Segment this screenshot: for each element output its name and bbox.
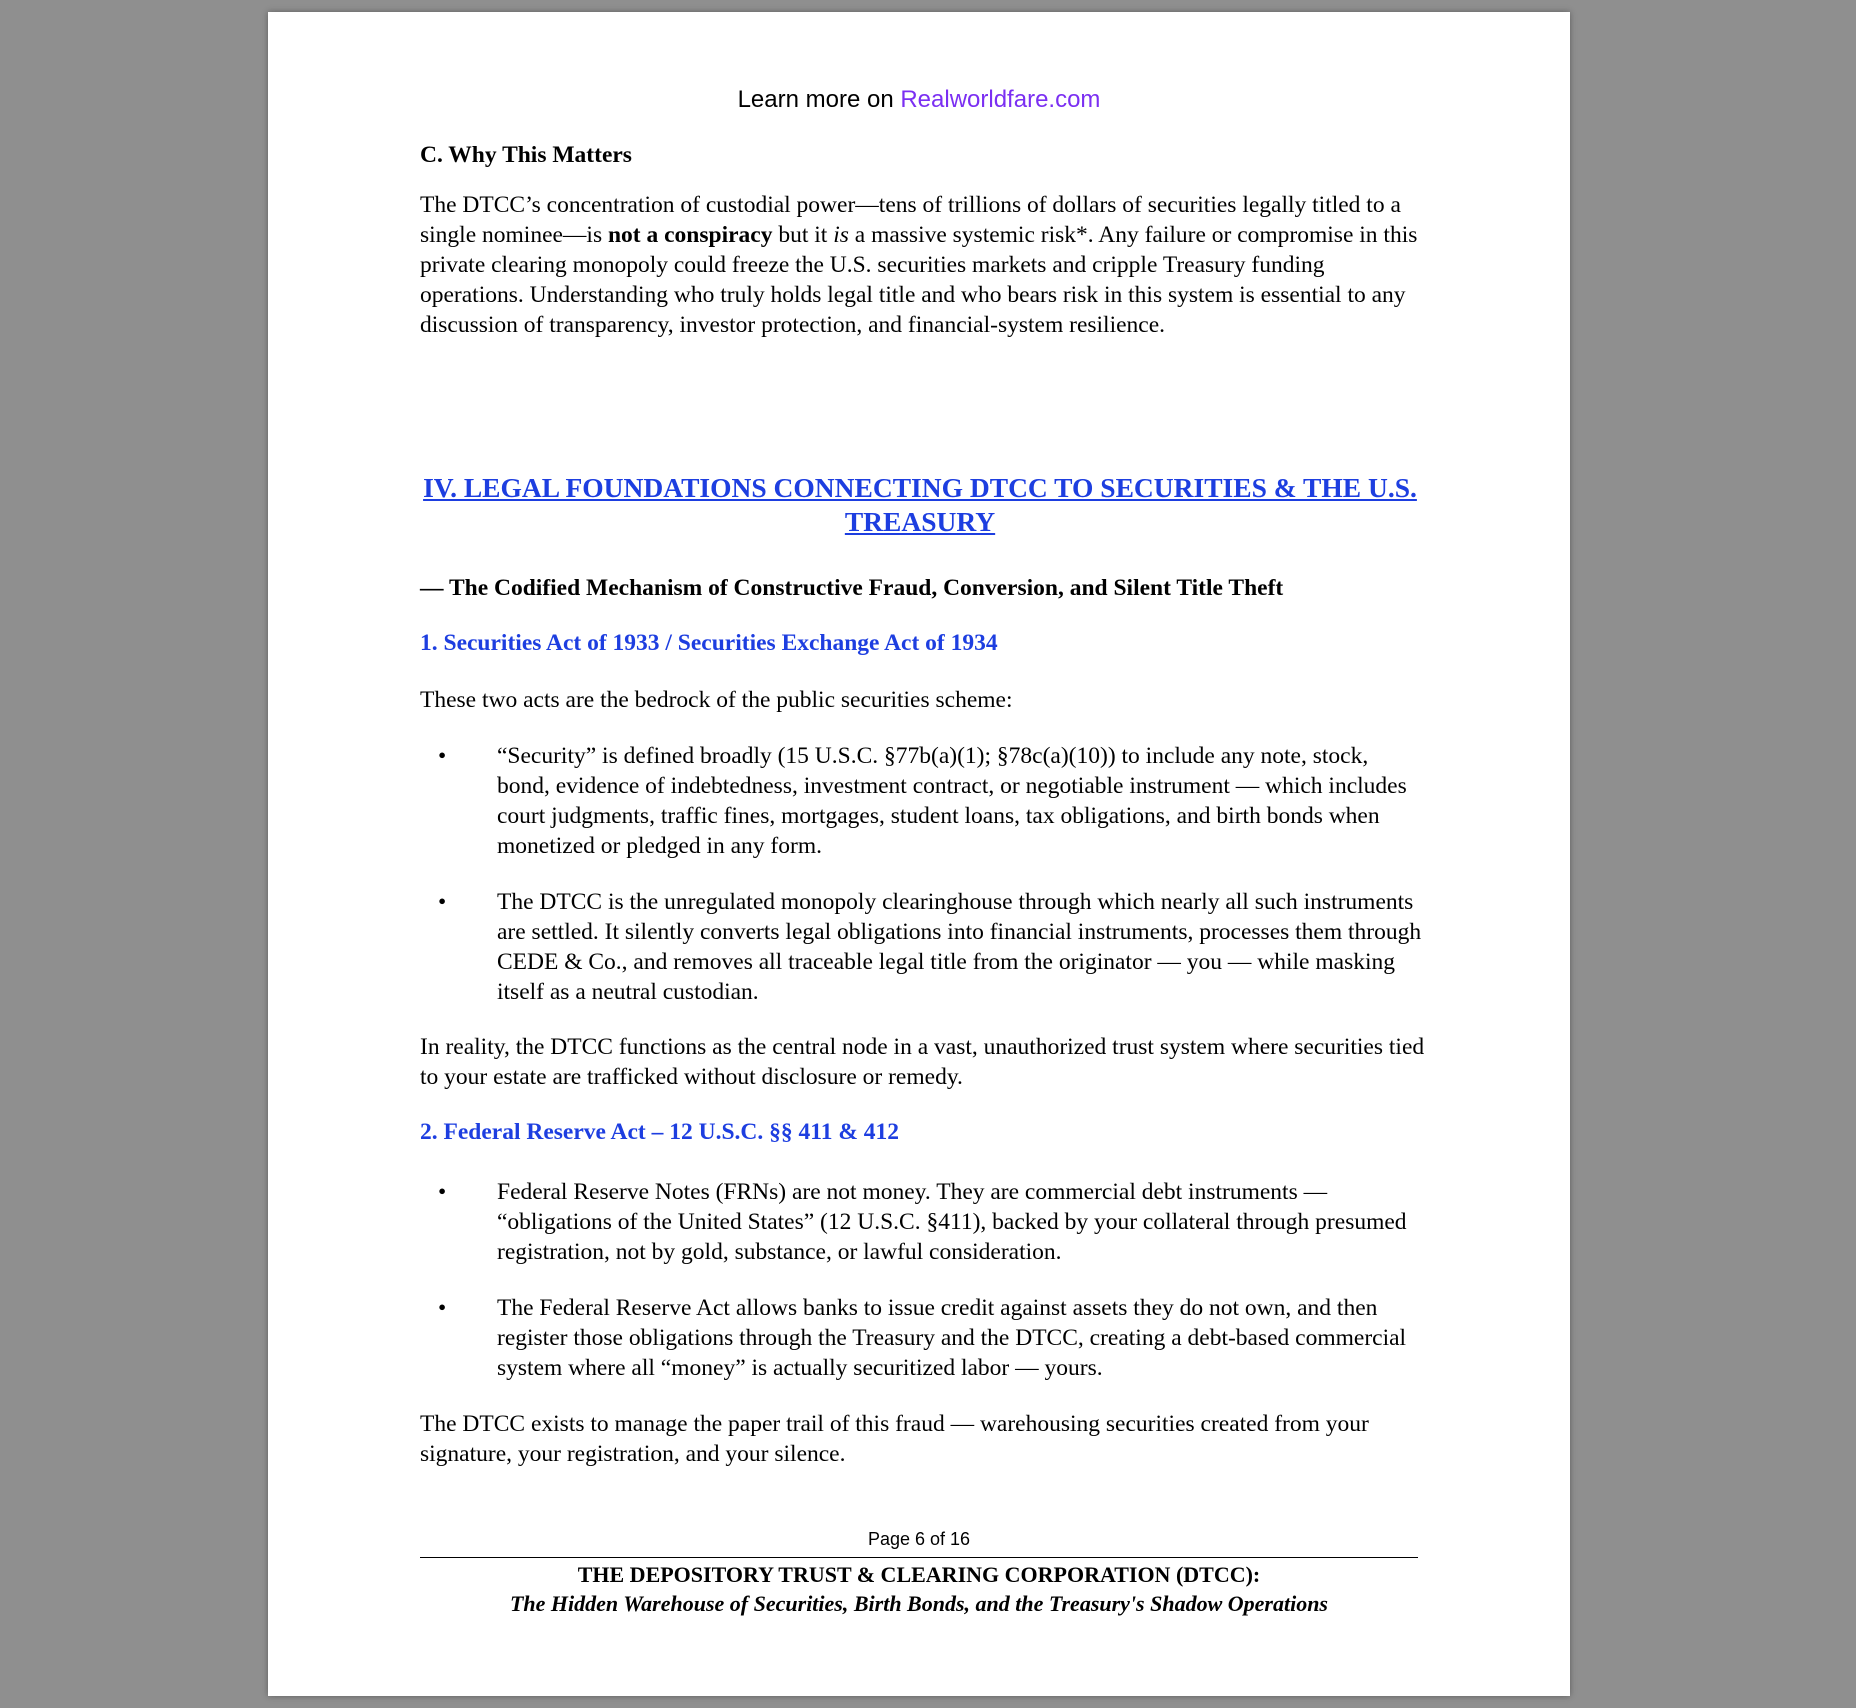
section-c-heading: C. Why This Matters bbox=[420, 142, 632, 168]
item2-closing: The DTCC exists to manage the paper trail of this fraud — warehousing securities created from your signature, your registration, and your silence. bbox=[420, 1411, 1369, 1467]
section-iv-title[interactable]: IV. LEGAL FOUNDATIONS CONNECTING DTCC TO SECURITIES & THE U.S. TREASURY bbox=[423, 472, 1417, 537]
page-number: Page 6 of 16 bbox=[867, 1529, 971, 1549]
footer-doc-title: THE DEPOSITORY TRUST & CLEARING CORPORATION (DTCC): bbox=[577, 1562, 1261, 1587]
section-c-paragraph bbox=[420, 190, 1430, 340]
item1-intro: These two acts are the bedrock of the public securities scheme: bbox=[420, 687, 1013, 713]
footer-doc-subtitle: The Hidden Warehouse of Securities, Birth Bonds, and the Treasury's Shadow Operations bbox=[509, 1591, 1328, 1616]
bullet-text: “Security” is defined broadly (15 U.S.C. §77b(a)(1); §78c(a)(10)) to include any note, stock, bond, evidence of indebtedness, investment contract, or negotiable instrument — which includes court judgments, traffic fines, mortgages, student loans, tax obligations, and birth bonds when monetized or pledged in any form. bbox=[497, 743, 1407, 859]
realworldfare-link[interactable]: Realworldfare.com bbox=[900, 86, 1101, 113]
bullet-text: The Federal Reserve Act allows banks to issue credit against assets they do not own, and then register those obligations through the Treasury and the DTCC, creating a debt-based commercial system where all “money” is actually securitized labor — yours. bbox=[497, 1295, 1407, 1381]
bullet-text: Federal Reserve Notes (FRNs) are not money. They are commercial debt instruments — “obligations of the United States” (12 U.S.C. §411), backed by your collateral through presumed registration, not by gold, substance, or lawful consideration. bbox=[497, 1179, 1407, 1265]
section-c-text-c: a massive systemic risk*. Any failure or compromise in this private clearing monopoly could freeze the U.S. securities markets and cripple Treasury funding operations. Understanding who truly holds legal title and who bears risk in this system is essential to any discussion of transparency, investor protection, and financial-system resilience. bbox=[420, 222, 1418, 338]
bullet-dot: • bbox=[438, 1179, 447, 1205]
bullet-dot: • bbox=[438, 889, 447, 915]
bullet-dot: • bbox=[438, 1295, 447, 1321]
section-iv-subtitle: — The Codified Mechanism of Constructive Fraud, Conversion, and Silent Title Theft bbox=[420, 575, 1284, 601]
item2-heading: 2. Federal Reserve Act – 12 U.S.C. §§ 411 & 412 bbox=[420, 1119, 900, 1145]
section-c-text-b: but it bbox=[772, 222, 834, 248]
item1-heading: 1. Securities Act of 1933 / Securities Exchange Act of 1934 bbox=[420, 630, 998, 656]
document-page bbox=[268, 12, 1570, 1696]
bullet-dot: • bbox=[438, 743, 447, 769]
learn-more-line bbox=[268, 86, 1570, 114]
bullet-text: The DTCC is the unregulated monopoly clearinghouse through which nearly all such instruments are settled. It silently converts legal obligations into financial instruments, processes them through CEDE & Co., and removes all traceable legal title from the originator — you — while masking itself as a neutral custodian. bbox=[497, 889, 1422, 1005]
item1-closing: In reality, the DTCC functions as the central node in a vast, unauthorized trust system where securities tied to your estate are trafficked without disclosure or remedy. bbox=[420, 1034, 1425, 1090]
section-c-bold: not a conspiracy bbox=[607, 222, 773, 248]
section-c-italic: is bbox=[833, 222, 849, 248]
learn-more-prefix: Learn more on bbox=[737, 86, 901, 113]
footer-divider bbox=[420, 1557, 1418, 1558]
section-c-text-a: The DTCC’s concentration of custodial power—tens of trillions of dollars of securities legally titled to a single nominee—is bbox=[420, 192, 1401, 248]
